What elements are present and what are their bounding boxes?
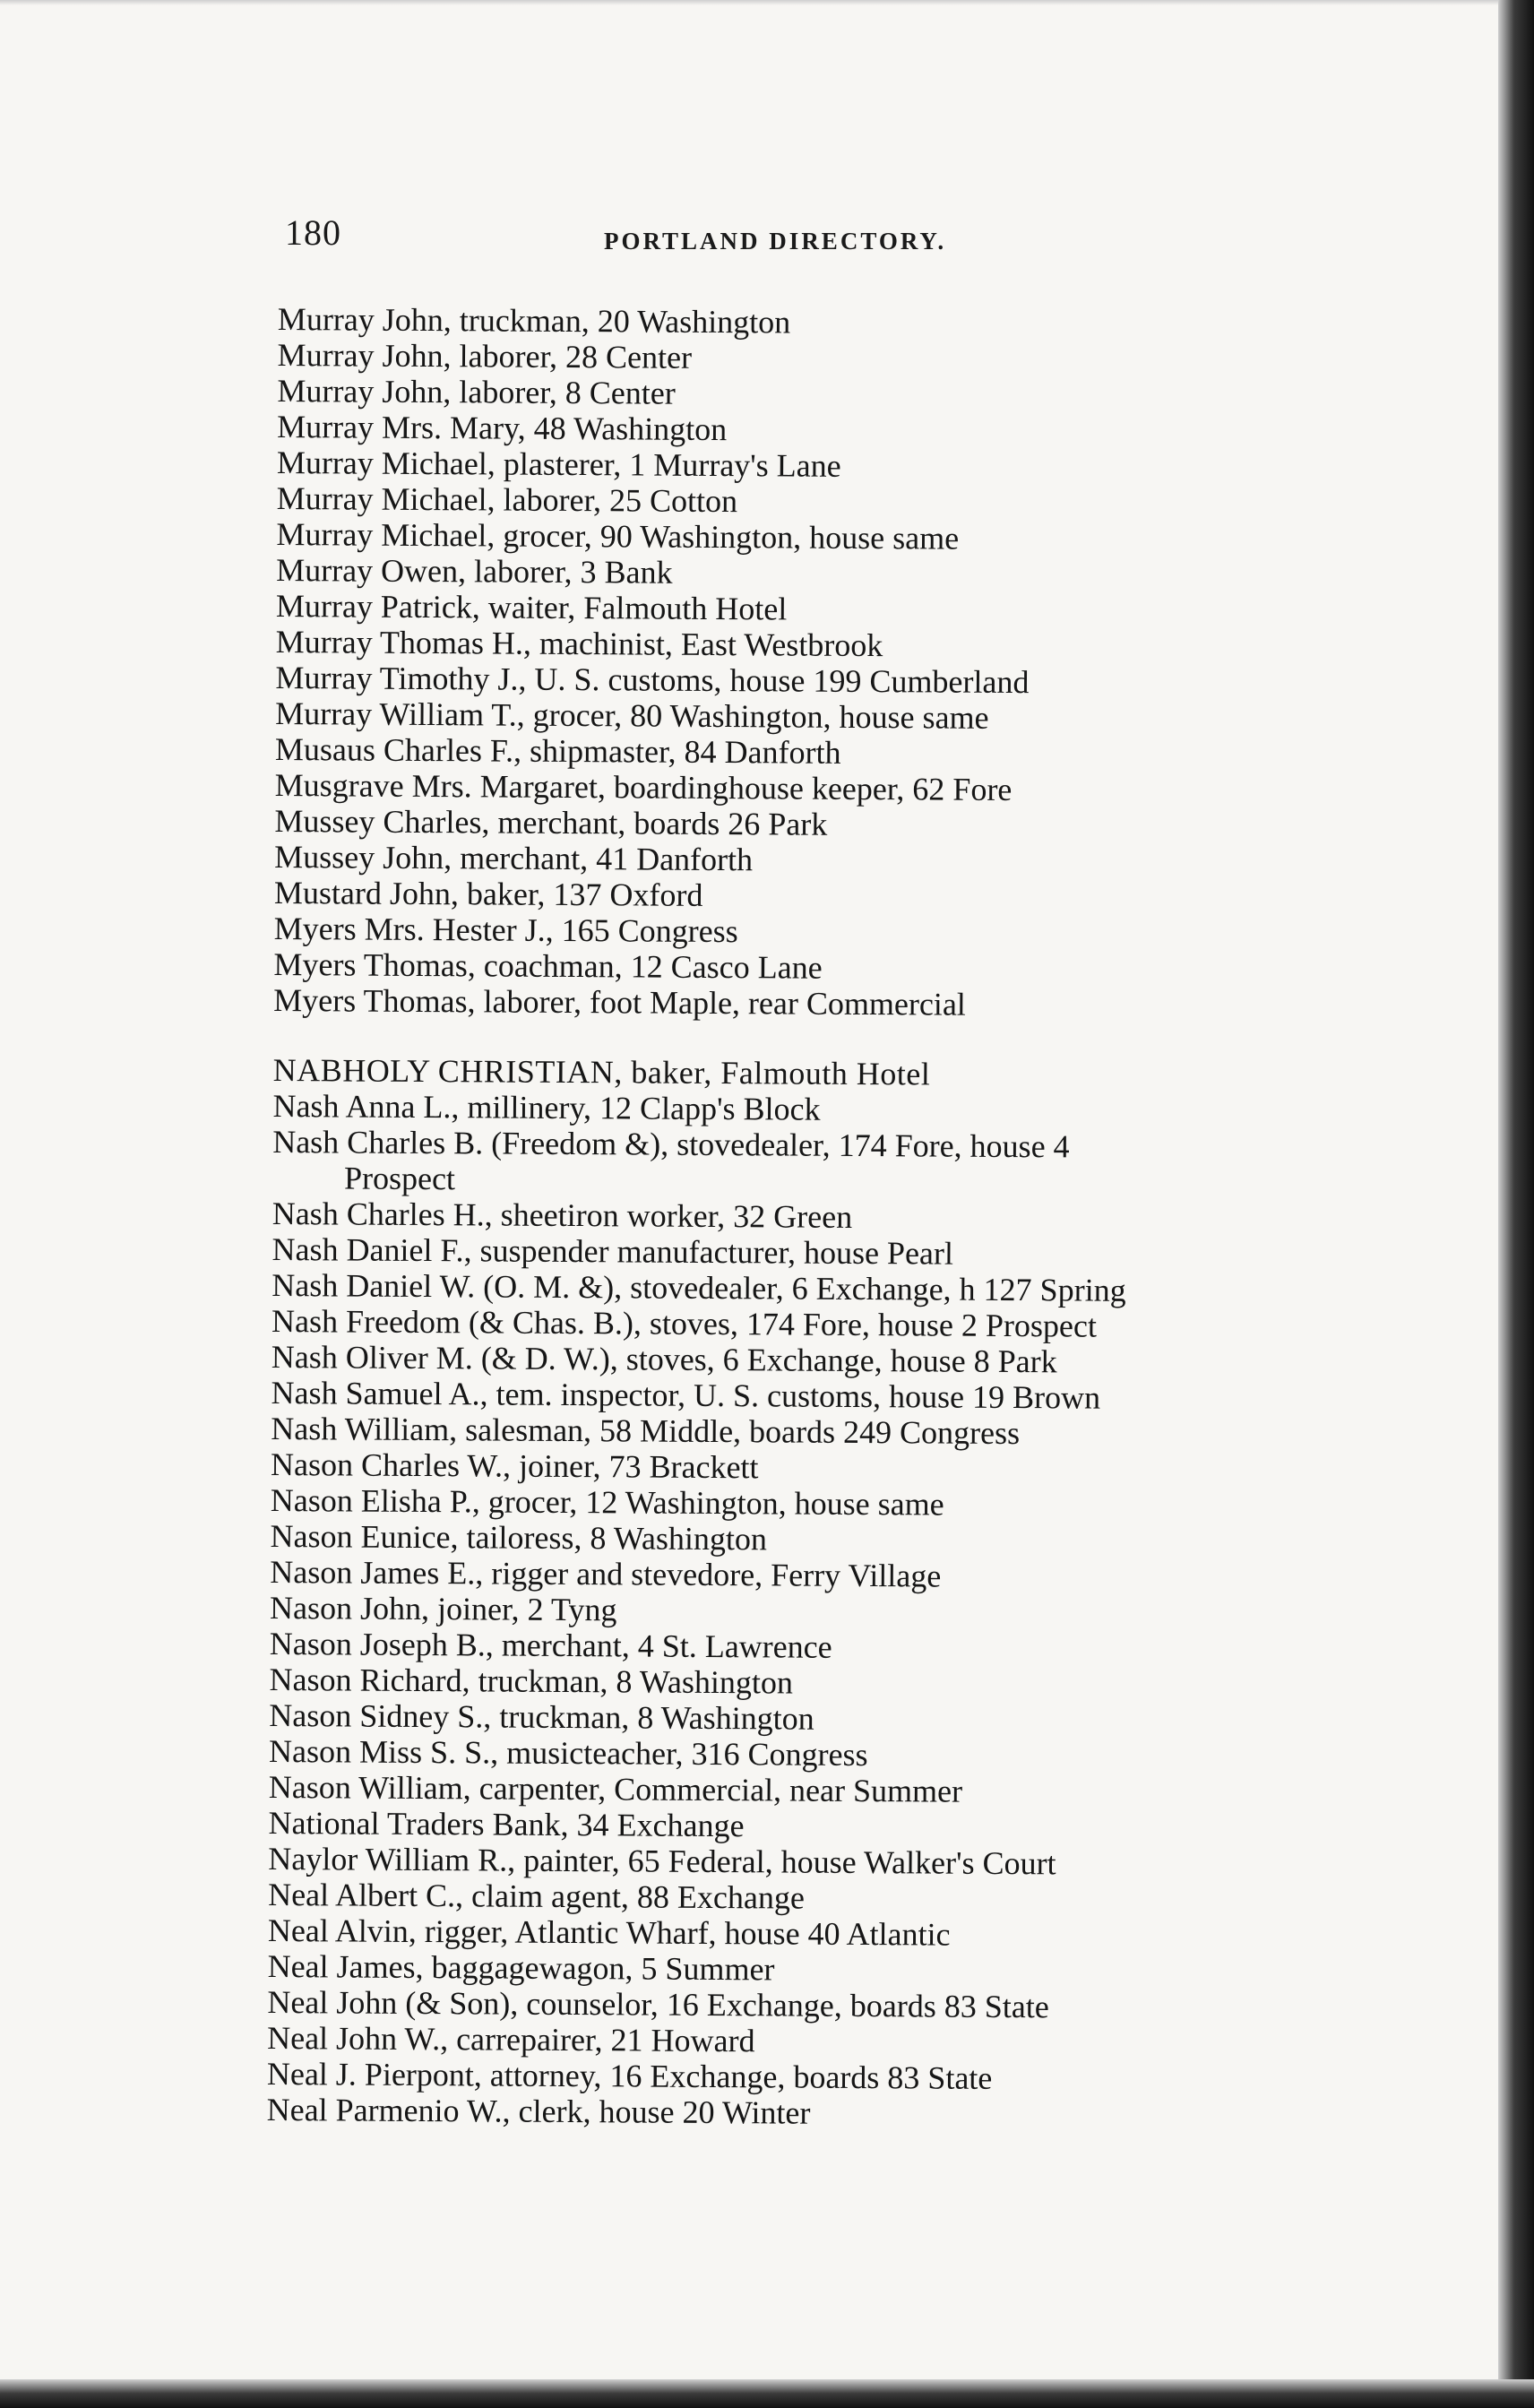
directory-entry: Nash Daniel F., suspender manufacturer, house Pearl [271, 1230, 954, 1272]
directory-entry: Mussey John, merchant, 41 Danforth [274, 838, 754, 878]
page-number: 180 [285, 212, 341, 253]
entry-line: Nash Charles B. (Freedom &), stovedealer, 174 Fore, house 4 [272, 1123, 1070, 1165]
directory-entry: Nason Miss S. S., musicteacher, 316 Congress [268, 1732, 868, 1774]
directory-entry: Myers Mrs. Hester J., 165 Congress [273, 910, 738, 950]
scan-edge-right [1498, 0, 1534, 2408]
directory-entry-wrapped [272, 1124, 1294, 1202]
directory-entry-section-start: NABHOLY CHRISTIAN, baker, Falmouth Hotel [272, 1051, 931, 1092]
directory-entry: Murray Michael, plasterer, 1 Murray's Lane [276, 444, 841, 484]
directory-entry: Nason John, joiner, 2 Tyng [269, 1589, 617, 1628]
directory-entry: Neal Parmenio W., clerk, house 20 Winter [266, 2091, 811, 2131]
directory-entry: Murray William T., grocer, 80 Washington, house same [275, 695, 989, 736]
directory-entry: Nash Anna L., millinery, 12 Clapp's Block [272, 1087, 821, 1127]
directory-entry: Murray Michael, laborer, 25 Cotton [276, 479, 738, 520]
directory-entry: Mustard John, baker, 137 Oxford [273, 874, 703, 913]
directory-entry: Nason William, carpenter, Commercial, near Summer [268, 1768, 963, 1809]
directory-entry: Neal J. Pierpont, attorney, 16 Exchange, boards 83 State [266, 2055, 993, 2096]
page-header [285, 211, 1360, 265]
entry-continuation: Prospect [343, 1160, 456, 1197]
directory-entry: Neal James, baggagewagon, 5 Summer [267, 1947, 775, 1988]
directory-entry: Musaus Charles F., shipmaster, 84 Danforth [274, 730, 841, 771]
directory-entry: Nash Samuel A., tem. inspector, U. S. customs, house 19 Brown [271, 1374, 1101, 1416]
directory-entry: National Traders Bank, 34 Exchange [268, 1804, 745, 1844]
directory-entries [267, 301, 1299, 2134]
directory-entry: Nason Joseph B., merchant, 4 St. Lawrence [269, 1625, 832, 1665]
directory-entry: Nash Freedom (& Chas. B.), stoves, 174 Fore, house 2 Prospect [271, 1302, 1098, 1344]
directory-entry: Neal John W., carrepairer, 21 Howard [267, 2019, 755, 2059]
directory-entry: Myers Thomas, laborer, foot Maple, rear Commercial [273, 981, 966, 1023]
scan-edge-bottom [0, 2379, 1534, 2408]
directory-entry: Murray Thomas H., machinist, East Westbrook [275, 623, 883, 664]
directory-entry: Nash Daniel W. (O. M. &), stovedealer, 6 Exchange, h 127 Spring [271, 1266, 1126, 1308]
directory-entry: Nason James E., rigger and stevedore, Ferry Village [270, 1553, 942, 1594]
directory-entry: Nash William, salesman, 58 Middle, boards 249 Congress [271, 1410, 1021, 1452]
directory-entry: Neal Albert C., claim agent, 88 Exchange [268, 1876, 806, 1916]
directory-entry: Nason Eunice, tailoress, 8 Washington [270, 1517, 768, 1558]
directory-entry: Mussey Charles, merchant, boards 26 Park [274, 802, 828, 842]
directory-entry: Neal John (& Son), counselor, 16 Exchange, boards 83 State [267, 1983, 1049, 2025]
directory-entry: Neal Alvin, rigger, Atlantic Wharf, house 40 Atlantic [267, 1912, 951, 1953]
directory-entry: Murray Owen, laborer, 3 Bank [276, 551, 673, 591]
directory-entry: Naylor William R., painter, 65 Federal, house Walker's Court [268, 1840, 1056, 1882]
directory-entry: Murray Patrick, waiter, Falmouth Hotel [275, 587, 788, 627]
directory-entry: Musgrave Mrs. Margaret, boardinghouse keeper, 62 Fore [274, 766, 1013, 808]
directory-entry: Nason Elisha P., grocer, 12 Washington, house same [270, 1481, 944, 1523]
directory-entry: Murray John, laborer, 8 Center [277, 372, 676, 411]
directory-entry: Murray John, laborer, 28 Center [277, 336, 693, 375]
directory-entry: Myers Thomas, coachman, 12 Casco Lane [273, 945, 823, 986]
directory-entry: Murray Mrs. Mary, 48 Washington [277, 408, 728, 448]
directory-entry: Nason Richard, truckman, 8 Washington [269, 1661, 794, 1701]
directory-entry: Murray Timothy J., U. S. customs, house 199 Cumberland [275, 659, 1030, 701]
directory-entry: Murray John, truckman, 20 Washington [277, 301, 791, 341]
directory-entry: Nason Charles W., joiner, 73 Brackett [270, 1446, 759, 1486]
directory-entry: Nason Sidney S., truckman, 8 Washington [269, 1696, 814, 1737]
running-title: PORTLAND DIRECTORY. [604, 228, 947, 255]
scan-edge-top [0, 0, 1534, 5]
directory-entry: Nash Charles H., sheetiron worker, 32 Green [271, 1195, 853, 1235]
directory-entry: Murray Michael, grocer, 90 Washington, house same [276, 515, 960, 557]
directory-entry: Nash Oliver M. (& D. W.), stoves, 6 Exchange, house 8 Park [271, 1338, 1057, 1380]
